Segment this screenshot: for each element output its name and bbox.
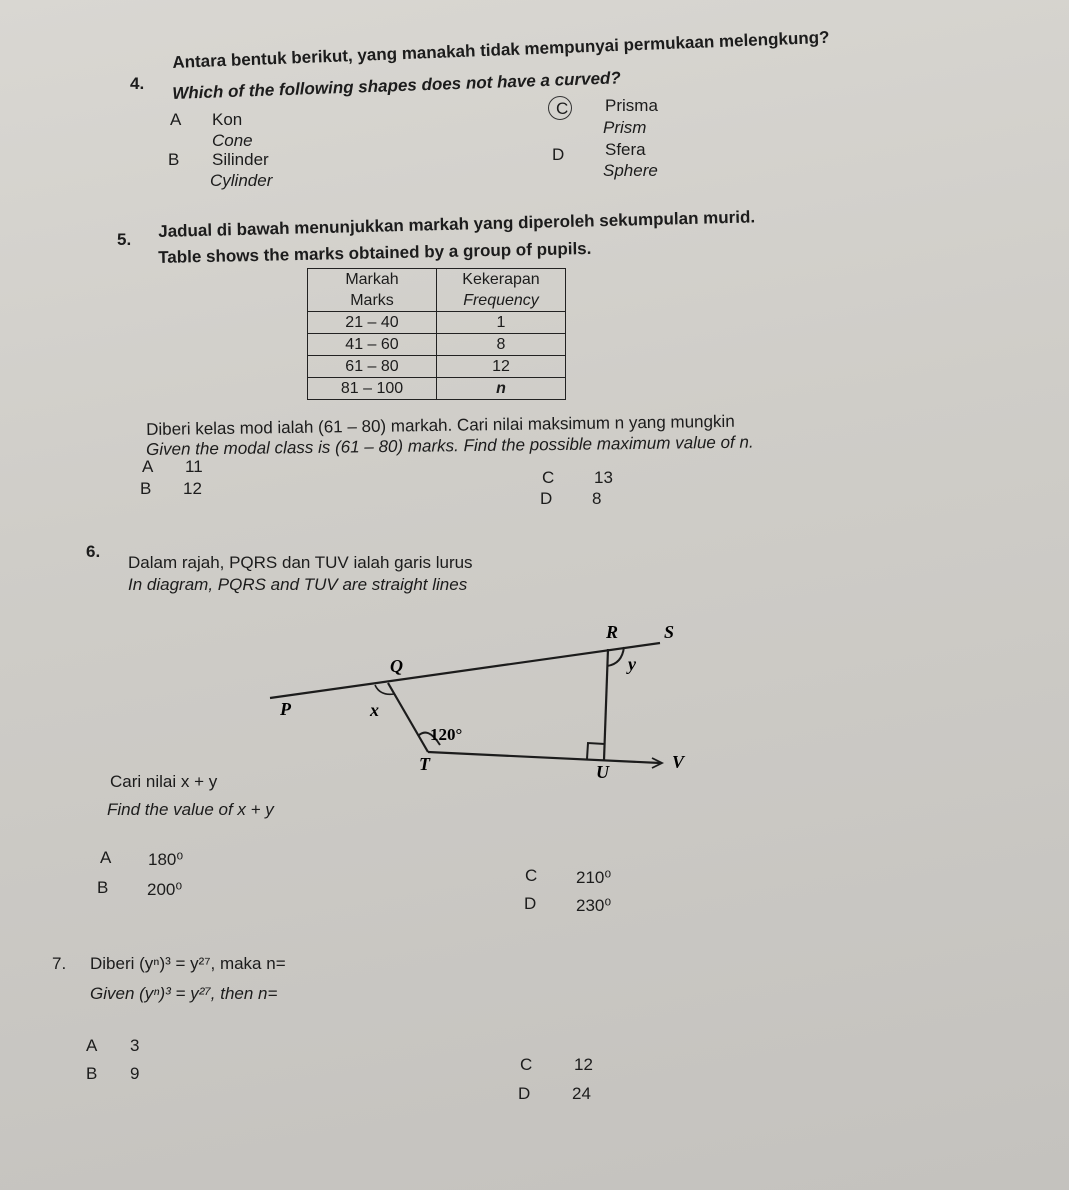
q6-text-malay: Dalam rajah, PQRS dan TUV ialah garis lurus bbox=[128, 553, 473, 572]
frequency-cell: 12 bbox=[437, 356, 566, 378]
q6-option-b-value: 200⁰ bbox=[147, 880, 183, 899]
q6-prompt-english: Find the value of x + y bbox=[107, 800, 274, 819]
q5-option-d-letter[interactable]: D bbox=[540, 489, 553, 508]
q7-option-c-value: 12 bbox=[574, 1055, 593, 1074]
label-r: R bbox=[606, 622, 619, 642]
label-q: Q bbox=[390, 656, 403, 676]
q4-option-b-letter[interactable]: B bbox=[168, 150, 180, 169]
marks-cell: 21 – 40 bbox=[308, 312, 437, 334]
q5-option-a-letter[interactable]: A bbox=[142, 457, 154, 476]
q4-option-b-malay: Silinder bbox=[212, 150, 269, 169]
header-marks-malay: Markah bbox=[345, 271, 399, 288]
q4-option-a-english: Cone bbox=[212, 131, 253, 150]
q4-option-d-letter[interactable]: D bbox=[552, 145, 565, 164]
q4-option-d-english: Sphere bbox=[603, 161, 658, 180]
q4-text-malay: Antara bentuk berikut, yang manakah tidak mempunyai permukaan melengkung? bbox=[172, 27, 830, 72]
q6-option-b-letter[interactable]: B bbox=[97, 878, 109, 897]
label-t: T bbox=[419, 754, 430, 774]
q6-option-a-value: 180⁰ bbox=[148, 850, 184, 869]
q4-option-a-malay: Kon bbox=[212, 110, 243, 129]
right-angle-marker bbox=[587, 743, 605, 759]
q6-option-d-letter[interactable]: D bbox=[524, 894, 537, 913]
q5-option-c-value: 13 bbox=[594, 468, 613, 487]
label-x: x bbox=[370, 700, 379, 720]
marks-cell: 61 – 80 bbox=[308, 356, 437, 378]
q5-text-malay: Jadual di bawah menunjukkan markah yang diperoleh sekumpulan murid. bbox=[158, 207, 756, 241]
q4-option-c-english: Prism bbox=[603, 118, 647, 137]
q5-option-c-letter[interactable]: C bbox=[542, 468, 555, 487]
q7-option-c-letter[interactable]: C bbox=[520, 1055, 533, 1074]
q7-option-a-value: 3 bbox=[130, 1036, 140, 1055]
label-angle-120: 120° bbox=[430, 725, 463, 744]
q7-option-d-value: 24 bbox=[572, 1084, 591, 1103]
q4-number: 4. bbox=[130, 74, 145, 93]
label-v: V bbox=[672, 752, 685, 772]
q5-option-d-value: 8 bbox=[592, 489, 602, 508]
marks-cell: 81 – 100 bbox=[308, 378, 437, 400]
q7-option-b-value: 9 bbox=[130, 1064, 140, 1083]
line-qt bbox=[388, 683, 428, 752]
q6-option-a-letter[interactable]: A bbox=[100, 848, 112, 867]
q5-text-english: Table shows the marks obtained by a group of pupils. bbox=[158, 238, 592, 267]
q5-option-b-letter[interactable]: B bbox=[140, 479, 152, 498]
marks-cell: 41 – 60 bbox=[308, 334, 437, 356]
q5-option-a-value: 11 bbox=[185, 457, 203, 476]
q6-number: 6. bbox=[86, 542, 101, 561]
q5-number: 5. bbox=[117, 230, 132, 249]
q6-option-c-value: 210⁰ bbox=[576, 868, 612, 887]
line-tuv bbox=[428, 752, 660, 763]
q7-number: 7. bbox=[52, 954, 67, 973]
q7-text-malay: Diberi (yⁿ)³ = y²⁷, maka n= bbox=[90, 954, 286, 973]
frequency-cell: 8 bbox=[437, 334, 566, 356]
label-y: y bbox=[628, 654, 636, 674]
frequency-cell: 1 bbox=[437, 312, 566, 334]
q4-option-c-malay: Prisma bbox=[605, 96, 658, 115]
q4-option-c-letter[interactable]: C bbox=[556, 99, 569, 118]
q4-option-b-english: Cylinder bbox=[210, 171, 273, 190]
label-p: P bbox=[280, 699, 291, 719]
frequency-cell: n bbox=[437, 378, 566, 400]
q4-option-d-malay: Sfera bbox=[605, 140, 646, 159]
line-pqrs bbox=[270, 643, 660, 698]
q7-option-b-letter[interactable]: B bbox=[86, 1064, 98, 1083]
q4-text-english: Which of the following shapes does not have a curved? bbox=[172, 68, 622, 103]
header-frequency-malay: Kekerapan bbox=[462, 271, 540, 288]
q5-option-b-value: 12 bbox=[183, 479, 202, 498]
q6-text-english: In diagram, PQRS and TUV are straight lines bbox=[128, 575, 468, 594]
q5-prompt-english: Given the modal class is (61 – 80) marks. Find the possible maximum value of n. bbox=[146, 432, 754, 459]
q5-prompt-malay: Diberi kelas mod ialah (61 – 80) markah. Cari nilai maksimum n yang mungkin bbox=[146, 411, 735, 439]
q6-prompt-malay: Cari nilai x + y bbox=[110, 772, 218, 791]
q4-option-a-letter[interactable]: A bbox=[170, 110, 182, 129]
header-frequency-english: Frequency bbox=[463, 292, 539, 309]
label-u: U bbox=[596, 762, 609, 782]
header-marks-english: Marks bbox=[350, 292, 394, 309]
q6-option-c-letter[interactable]: C bbox=[525, 866, 538, 885]
q7-option-d-letter[interactable]: D bbox=[518, 1084, 531, 1103]
q6-option-d-value: 230⁰ bbox=[576, 896, 612, 915]
q7-text-english: Given (yⁿ)³ = y²⁷, then n= bbox=[90, 984, 278, 1003]
label-s: S bbox=[664, 622, 675, 642]
q7-option-a-letter[interactable]: A bbox=[86, 1036, 98, 1055]
